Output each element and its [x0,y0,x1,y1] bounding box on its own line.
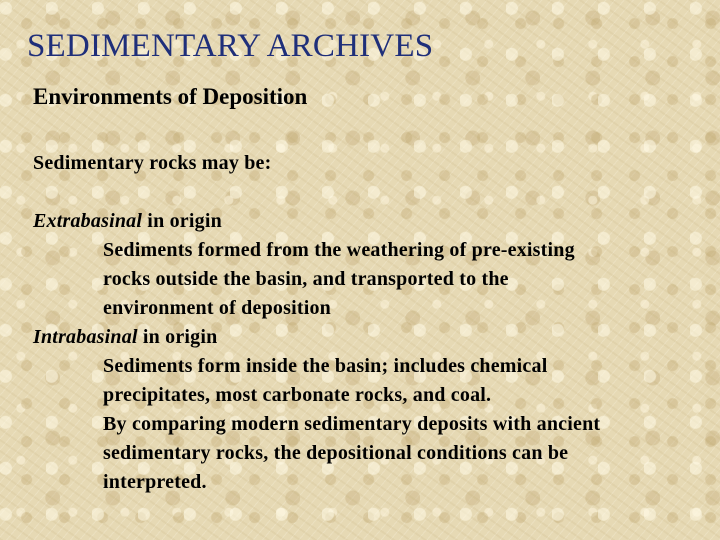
slide-title: SEDIMENTARY ARCHIVES [27,28,434,64]
intrabasinal-line-2: precipitates, most carbonate rocks, and coal. [103,384,492,406]
intrabasinal-heading [33,323,713,352]
extrabasinal-suffix: in origin [142,210,222,232]
extrabasinal-heading [33,207,713,236]
extrabasinal-term: Extrabasinal [33,210,143,232]
extrabasinal-line-1: Sediments formed from the weathering of pre-existing [103,239,575,261]
spacer [33,178,713,207]
intrabasinal-suffix: in origin [137,326,218,348]
intrabasinal-term: Intrabasinal [33,326,138,348]
comparison-line-3: interpreted. [103,471,207,493]
intro-line: Sedimentary rocks may be: [33,152,272,174]
comparison-line-2: sedimentary rocks, the depositional conditions can be [103,442,569,464]
comparison-line-1: By comparing modern sedimentary deposits with ancient [103,413,601,435]
slide-body [33,149,713,497]
intrabasinal-line-1: Sediments form inside the basin; includes chemical [103,355,548,377]
slide-subtitle: Environments of Deposition [33,84,308,109]
extrabasinal-line-2: rocks outside the basin, and transported to the [103,268,509,290]
extrabasinal-line-3: environment of deposition [103,297,331,319]
